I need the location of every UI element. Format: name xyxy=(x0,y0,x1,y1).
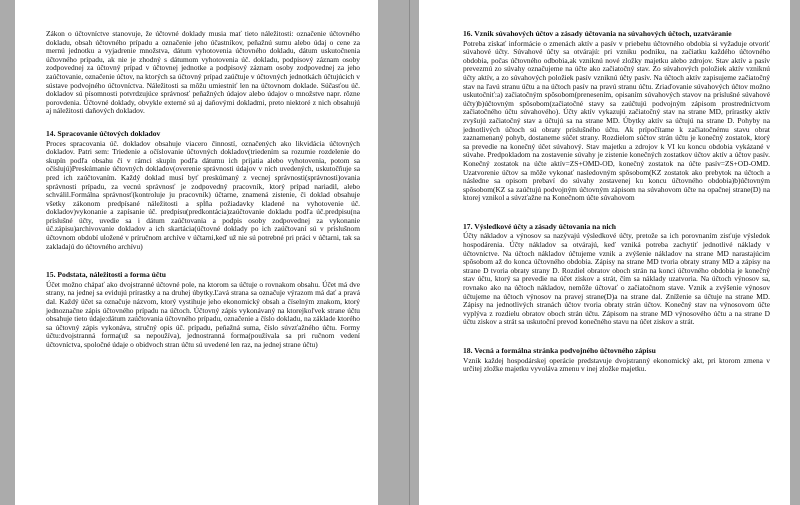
intro-paragraph: Zákon o účtovníctve stanovuje, že účtovné doklady musia mať tieto náležitosti: označenie účtovného dokladu, obsah účtovného prípadu a označenie jeho účastníkov, peňažnú sumu alebo údaj o cene za mernú jednotku a vyjadrenie množstva, dátum vyhotovenia účtovného dokladu, dátum uskutočnenia účtovného prípadu, ak nie je zhodný s dátumom vyhotovenia úč. dokladu, podpisový záznam osoby zodpovednej za účtovný prípad v účtovnej jednotke a podpisový záznam osoby zodpovednej za jeho zaúčtovanie, označenie účtov, na ktorých sa účtovný prípad zaúčtuje v účtovných jednotkách účtujúcich v sústave podvojného účtovníctva. Náležitosti sa môžu umiestniť len na účtovnom doklade. Súčasťou úč. dokladov sú písomnosti potvrdzujúce správnosť peňažných údajov alebo údajov o množstve napr. rôzne porovdenia. Účtovné doklady, obvykle externé sú aj daňovými dokladmi, preto niektoré z nich obsahujú aj náležitosti daňových dokladov. xyxy=(46,29,360,116)
document-page-right xyxy=(419,0,790,505)
page-gap-divider xyxy=(409,0,410,505)
section-heading: 16. Vznik súvahových účtov a zásady účtovania na súvahových účtoch, uzatváranie xyxy=(463,29,732,38)
section-heading: 15. Podstata, náležitosti a forma účtu xyxy=(46,270,167,280)
section-16 xyxy=(463,30,770,203)
section-heading: 14. Spracovanie účtových dokladov xyxy=(46,128,161,138)
section-body: Účet možno chápať ako dvojstranné účtovné pole, na ktorom sa účtuje o rovnakom obsahu. Účet má dve strany, na jednej sa evidujú prírastky a na druhej úbytky.Ľavá strana sa označuje výrazom má dať a pravá dal. Každý účet sa označuje názvom, ktorý vystihuje jeho ekonomický obsah a číselným znakom, ktorý jednoznačne zápis účtovného prípadu na účtoch. Účtovný zápis vykonávaný na ktorejkoľvek strane účtu obsahuje tieto údaje:dátum zaúčtovania účtovného prípadu, označenie a číslo dokladu, na základe ktorého sa účtovný zápis vykonáva, stručný opis úč. prípadu, peňažná suma, číslo súvzťažného účtu. Formy účtu:dvojstranná forma(už sa nepoužíva), jednostranná forma(používala sa pri ručnom vedení účtovníctva, spoločné údaje o obidvoch stran účtu sú uvedené len raz, na jednej strane účtu) xyxy=(46,279,360,349)
section-15 xyxy=(46,271,360,349)
section-17 xyxy=(463,223,770,327)
section-heading: 17. Výsledkové účty a zásady účtovania na nich xyxy=(463,221,617,231)
section-body: Účty nákladov a výnosov sa nazývajú výsledkové účty, pretože sa ich porovnaním zisťuje výsledok hospodárenia. Účty nákladov sa otvárajú, keď vzniká potreba zachytiť jednotlivé náklady v účtovníctve. Na účtoch nákladov účtujeme vznik a zvýšenie nákladov na strane MD narastajúcim spôsobom až do konca účtovného obdobia. Zápisy na strane MD tvoria obraty strany MD a zápisy na strane D tvoria obraty strany D. Rozdiel obratov oboch strán na konci účtovného obdobia je konečný stav účtu, ktorý sa prevedie na účet ziskov a strát, čím sa náklady uzatvoria. Na účtoch výnosov sa, rovnako ako na účtoch nákladov, nemôže účtovať o začiatočnom stave. Vznik a zvýšenie výnosov účtujeme na účtoch výnosov na pravej strane(D)a na strane dal. Zníženie sa účtuje na strane MD. Zápisy na jednotlivých stranách účtov tvoria obraty strán účtov. Konečný stav na výnosovom účte vyplýva z rozdielu obratov oboch strán účtu. Zápisom na strane MD výnosového účtu a na strane D účtu ziskov a strát sa uskutoční prevod konečného stavu na účet ziskov a strát. xyxy=(463,231,770,327)
section-14 xyxy=(46,130,360,251)
document-page-left xyxy=(15,0,378,505)
section-body: Vznik každej hospodárskej operácie predstavuje dvojstranný ekonomický akt, pri ktorom zmena v určitej zložke majetku vyvoláva zmenu v inej zložke majetku. xyxy=(463,355,770,374)
section-body: Proces spracovania úč. dokladov obsahuje viacero činností, označených ako likvidácia účtovných dokladov. Patri sem: Triedenie a očíslovanie účtovných dokladov(triedením sa rozumie rozdelenie do skupín podľa obsahu či v rámci skupín podľa dátumu ich prijatia alebo vyhotovenia, potom sa očíslujú)Preskúmanie účtovných dokladov(overenie správnosti údajov v ních uvedených, uskutočňuje sa pred ich zaúčtovaním. Každý doklad musí byť preskúmaný z vecnej správnosti(správnosti)ovania správnosti prípadu, za vecnú správnosť je zodpovedný pracovník, ktorý prípad nariadil, alebo schválil.Formálna správnosť(kontroluje ju pracovník) účtarne, znamená zistenie, či doklad obsahuje všetky zákonom predpísané náležitosti a spĺňa požiadavky kladené na vyhotovenie úč. dokladov)vykonanie a zapísanie úč. predpisu(predkontácia)zaúčtovanie dokladu podľa úč.predpisu(na príslušné účty, uvedie sa i dátum zaúčtovania a podpis osoby zodpovednej za vykonanie úč.zápisu)archivovanie dokladov a ich skartácia(účtovné doklady po ich zaúčtovaní sú v príslušnom účtovnom období uložené v príručnom archíve v účtarni,keď už nie sú potrebné pri práci v účtarni, tak sa zakladajú do účtovného archívu) xyxy=(46,138,360,251)
section-body: Potreba získať informácie o zmenách aktív a pasív v priebehu účtovného obdobia si vyžaduje otvoriť súvahové účty. Súvahové účty sa otvárajú: pri vzniku podniku, na začiatku každého účtovného obdobia, počas účtovného odbobia,ak vzniknú nové zložky majetku alebo zdrojov. Stav aktív a pasív prevezmú zo súvahy označujeme na účte ako začiatočný stav. Zo súvahových položiek aktív vzniknú účty aktív, a zo súvahových položiek pasív vzniknú účty pasív. Na účtoch aktív zapisujeme začiatočný stav na ľavú stranu účtu a na účtoch pasív na pravú stranu účtu. Zriaďovanie súvahových účtov možno uskutočniť:a) začiatočným spôsobom(prenesením, opisaním súvahových stavov na príslušné súvahové účty)b)účtovným spôsobom(začiatočné stavy sa zaúčtujú podvojným zápisom prostredníctvom začiatočného účtu súvahového). Účty aktív vykazujú začiatočný stav na strane MD, prírastky aktív zvyšujú začiatočný stav a účtujú sa na strane MD. Úbytky aktív sa účtujú na strane D. Pohyby na jednotlivých účtoch sú obraty príslušného účtu. Ak prípočítame k začiatočnému stavu obrat zaznamenaný pohyb, dostaneme súčet strany. Rozdielom súčtov strán účtu je konečný zostatok, ktorý sa prevedie na konečný účet súvahový. Stav majetku a zdrojov k VI ku koncu obdobia vykázané v súvahe. Predpokladom na zostavenie súvahy je zistenie konečných zostatkov účtov aktív a účtov pasív. Konečný zostatok na účte aktív=ZS+OMD-OD, konečný zostatok na účte pasív=ZS+OD-OMD. Uzatvorenie účtov sa môže vykonať nasledovným spôsobom(KZ zostatok ako prebytok na účtoch a následne sa opisom prebaví do súvahy zostavenej ku koncu účtovného obdobia)b)účtovným spôsobom(KZ sa zaúčtujú podvojným účtovným zápisom na súvahovom účte na opačnej strane(D) na ktorej vznikol a súvzťažne na Konečnom účte súvahovom xyxy=(463,38,770,203)
section-18 xyxy=(463,347,770,374)
section-heading: 18. Vecná a formálna stránka podvojného účtovného zápisu xyxy=(463,346,656,355)
